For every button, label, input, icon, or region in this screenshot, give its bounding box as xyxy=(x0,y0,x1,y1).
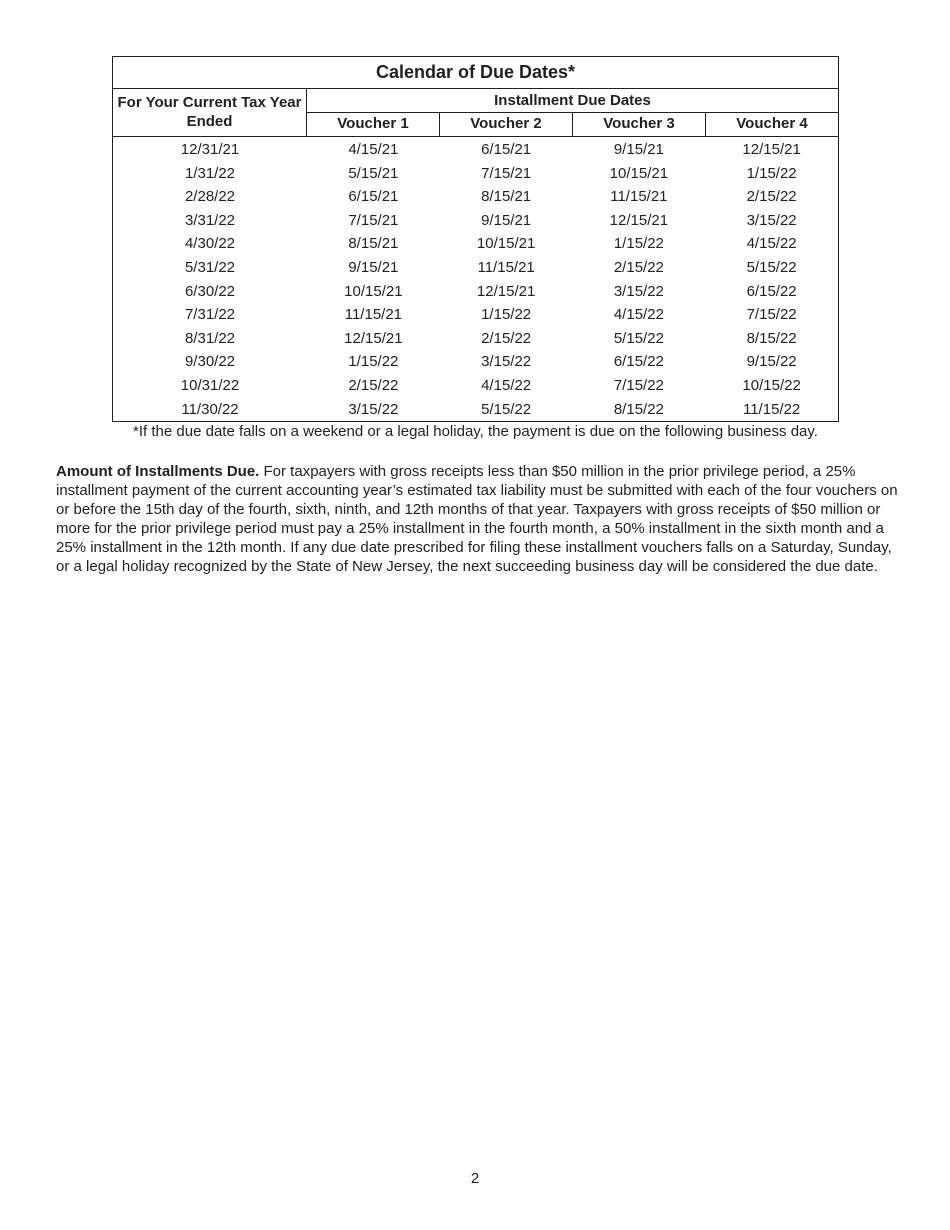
year-ended-cell: 9/30/22 xyxy=(184,353,236,371)
voucher-4-cell: 9/15/22 xyxy=(746,353,797,371)
voucher-3-cell: 12/15/21 xyxy=(609,211,669,229)
year-ended-cell: 12/31/21 xyxy=(180,141,240,158)
table-row xyxy=(113,256,838,280)
voucher-4-cell: 5/15/22 xyxy=(746,258,797,276)
voucher-1-cell: 10/15/21 xyxy=(344,282,403,300)
voucher-2-cell: 3/15/22 xyxy=(481,353,532,371)
voucher-1-cell: 4/15/21 xyxy=(348,141,399,158)
year-ended-cell: 6/30/22 xyxy=(184,282,236,300)
year-ended-cell: 2/28/22 xyxy=(184,188,236,206)
voucher-4-header: Voucher 4 xyxy=(736,115,808,132)
voucher-1-header: Voucher 1 xyxy=(307,113,440,136)
footnote: *If the due date falls on a weekend or a legal holiday, the payment is due on the following business day. xyxy=(133,423,818,440)
voucher-4-cell: 8/15/22 xyxy=(746,329,797,347)
paragraph-body: For taxpayers with gross receipts less than $50 million in the prior privilege period, a 25% installment payment of the current accounting year’s estimated tax liability must be submitted with each of the four vouchers on or before the 15th day of the fourth, sixth, ninth, and 12th months of that year. Taxpayers with gross receipts of $50 million or more for the prior privilege period must pay a 25% installment in the fourth month, a 50% installment in the sixth month and a 25% installment in the 12th month. If any due date prescribed for filing these installment vouchers falls on a Saturday, Sunday, or a legal holiday recognized by the State of New Jersey, the next succeeding business day will be considered the due date. xyxy=(56,463,898,575)
table-row xyxy=(113,138,838,162)
voucher-4-cell: 1/15/22 xyxy=(746,164,797,182)
voucher-2-cell: 7/15/21 xyxy=(481,164,532,182)
voucher-1-cell: 6/15/21 xyxy=(348,188,399,206)
paragraph-heading: Amount of Installments Due. xyxy=(56,463,260,480)
voucher-1-cell: 3/15/22 xyxy=(348,400,399,418)
voucher-3-cell: 7/15/22 xyxy=(613,376,664,394)
installment-due-dates-header: Installment Due Dates xyxy=(307,89,838,113)
table-row xyxy=(113,185,838,209)
year-ended-cell: 11/30/22 xyxy=(181,400,239,418)
voucher-2-cell: 4/15/22 xyxy=(481,376,532,394)
voucher-1-cell: 11/15/21 xyxy=(344,306,403,324)
voucher-4-cell: 10/15/22 xyxy=(742,376,801,394)
voucher-3-cell: 2/15/22 xyxy=(613,258,664,276)
table-title: Calendar of Due Dates* xyxy=(113,57,838,89)
table-row xyxy=(113,350,838,374)
page-number: 2 xyxy=(470,1170,480,1187)
year-ended-cell: 3/31/22 xyxy=(184,211,236,229)
voucher-4-cell: 11/15/22 xyxy=(742,400,801,418)
voucher-3-cell: 1/15/22 xyxy=(613,235,664,253)
voucher-1-cell: 9/15/21 xyxy=(348,258,399,276)
year-ended-cell: 8/31/22 xyxy=(184,329,236,347)
voucher-2-cell: 6/15/21 xyxy=(481,141,532,158)
voucher-4-cell: 6/15/22 xyxy=(746,282,797,300)
year-ended-cell: 1/31/22 xyxy=(184,164,236,182)
table-row xyxy=(113,209,838,233)
voucher-3-cell: 3/15/22 xyxy=(613,282,664,300)
voucher-2-cell: 2/15/22 xyxy=(481,329,532,347)
year-ended-cell: 5/31/22 xyxy=(184,258,236,276)
year-ended-cell: 4/30/22 xyxy=(184,235,236,253)
voucher-2-cell: 8/15/21 xyxy=(481,188,532,206)
voucher-2-cell: 1/15/22 xyxy=(481,306,532,324)
installment-header-block xyxy=(307,89,838,136)
voucher-2-cell: 9/15/21 xyxy=(481,211,532,229)
voucher-3-cell: 8/15/22 xyxy=(613,400,664,418)
table-row xyxy=(113,162,838,186)
voucher-3-cell: 5/15/22 xyxy=(613,329,664,347)
table-header xyxy=(113,89,838,137)
table-row xyxy=(113,280,838,304)
voucher-3-header: Voucher 3 xyxy=(573,113,706,136)
voucher-4-cell: 2/15/22 xyxy=(746,188,797,206)
voucher-2-cell: 11/15/21 xyxy=(477,258,535,276)
table-row xyxy=(113,398,838,422)
table-row xyxy=(113,303,838,327)
year-ended-cell: 10/31/22 xyxy=(180,376,240,394)
table-body xyxy=(113,137,838,421)
voucher-3-cell: 6/15/22 xyxy=(613,353,664,371)
voucher-4-cell: 7/15/22 xyxy=(746,306,797,324)
voucher-2-cell: 5/15/22 xyxy=(481,400,532,418)
voucher-4-cell: 3/15/22 xyxy=(746,211,797,229)
voucher-1-cell: 1/15/22 xyxy=(348,353,399,371)
voucher-headers xyxy=(307,113,838,136)
voucher-4-cell: 4/15/22 xyxy=(746,235,797,253)
voucher-1-cell: 5/15/21 xyxy=(348,164,399,182)
voucher-2-header: Voucher 2 xyxy=(440,113,573,136)
due-dates-table xyxy=(112,56,839,422)
voucher-3-cell: 9/15/21 xyxy=(613,141,664,158)
voucher-4-cell: 12/15/21 xyxy=(742,141,801,158)
table-row xyxy=(113,327,838,351)
voucher-3-cell: 10/15/21 xyxy=(609,164,669,182)
voucher-1-cell: 12/15/21 xyxy=(344,329,403,347)
voucher-1-cell: 8/15/21 xyxy=(348,235,399,253)
table-row xyxy=(113,232,838,256)
voucher-3-cell: 11/15/21 xyxy=(610,188,668,206)
voucher-2-cell: 10/15/21 xyxy=(476,235,536,253)
voucher-1-cell: 7/15/21 xyxy=(348,211,399,229)
table-row xyxy=(113,374,838,398)
year-ended-header: For Your Current Tax Year Ended xyxy=(113,89,307,136)
voucher-3-cell: 4/15/22 xyxy=(613,306,664,324)
voucher-2-cell: 12/15/21 xyxy=(476,282,536,300)
year-ended-cell: 7/31/22 xyxy=(184,306,236,324)
installments-paragraph xyxy=(56,462,898,576)
voucher-1-cell: 2/15/22 xyxy=(348,376,399,394)
